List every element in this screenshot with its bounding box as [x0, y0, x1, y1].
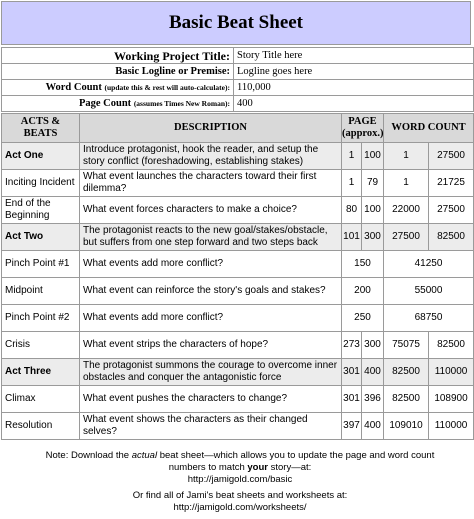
- download-note: [40, 450, 440, 514]
- acts-header-line1: ACTS &: [20, 116, 61, 127]
- page-start: 80: [342, 197, 362, 224]
- working-title-row: [2, 48, 474, 64]
- note-text-2: beat sheet—which allows you to update the page and word count numbers to match: [157, 450, 435, 473]
- word-count-header: WORD COUNT: [384, 114, 474, 143]
- page-end: 100: [362, 143, 384, 170]
- page-start: 1: [342, 170, 362, 197]
- word-count-value: 41250: [384, 251, 474, 278]
- page-start: 101: [342, 224, 362, 251]
- beat-description: What event strips the characters of hope?: [80, 332, 342, 359]
- beat-row-climax: [2, 386, 474, 413]
- page-header-line2: (approx.): [342, 128, 384, 139]
- beat-name: Act One: [2, 143, 80, 170]
- beat-table: [1, 113, 474, 440]
- beat-row-act-one: [2, 143, 474, 170]
- beat-row-pinch-point-2: [2, 305, 474, 332]
- word-count-label-cell: [2, 80, 234, 96]
- beat-description: What event shows the characters as their changed selves?: [80, 413, 342, 440]
- beat-description: The protagonist reacts to the new goal/stakes/obstacle, but suffers from one step forward and two steps back: [80, 224, 342, 251]
- working-title-field[interactable]: Story Title here: [234, 48, 474, 64]
- beat-name: Act Three: [2, 359, 80, 386]
- beat-name: Pinch Point #1: [2, 251, 80, 278]
- note-text-your: your: [247, 462, 268, 473]
- word-count-end: 21725: [429, 170, 474, 197]
- word-count-start: 22000: [384, 197, 429, 224]
- beat-row-act-three: [2, 359, 474, 386]
- beat-name: Act Two: [2, 224, 80, 251]
- beat-description: Introduce protagonist, hook the reader, and setup the story conflict (foreshadowing, establishing stakes): [80, 143, 342, 170]
- word-count-note: (update this & rest will auto-calculate):: [104, 82, 230, 92]
- working-title-label: Working Project Title:: [2, 48, 234, 64]
- page-end: 400: [362, 413, 384, 440]
- sheet-title: Basic Beat Sheet: [1, 1, 471, 45]
- word-count-value: 55000: [384, 278, 474, 305]
- word-count-label: Word Count: [45, 81, 102, 93]
- beat-name: Inciting Incident: [2, 170, 80, 197]
- logline-field[interactable]: Logline goes here: [234, 64, 474, 80]
- word-count-end: 82500: [429, 332, 474, 359]
- page-count-note: (assumes Times New Roman):: [133, 98, 230, 108]
- beat-name: Climax: [2, 386, 80, 413]
- page-value: 250: [342, 305, 384, 332]
- page-start: 301: [342, 386, 362, 413]
- word-count-end: 82500: [429, 224, 474, 251]
- page-count-label: Page Count: [78, 97, 132, 109]
- acts-header-line2: BEATS: [23, 128, 58, 139]
- word-count-value: 68750: [384, 305, 474, 332]
- beat-description: The protagonist summons the courage to overcome inner obstacles and conquer the antagonistic force: [80, 359, 342, 386]
- beat-description: What event launches the characters toward their first dilemma?: [80, 170, 342, 197]
- beat-row-act-two: [2, 224, 474, 251]
- beat-description: What event pushes the characters to change?: [80, 386, 342, 413]
- beat-name: Midpoint: [2, 278, 80, 305]
- note-text-actual: actual: [131, 450, 158, 461]
- note-text-1: Note: Download the: [45, 450, 132, 461]
- word-count-start: 75075: [384, 332, 429, 359]
- note-paragraph: [40, 450, 440, 486]
- logline-row: [2, 64, 474, 80]
- page-end: 400: [362, 359, 384, 386]
- word-count-start: 1: [384, 170, 429, 197]
- page-end: 396: [362, 386, 384, 413]
- page-start: 397: [342, 413, 362, 440]
- word-count-end: 27500: [429, 197, 474, 224]
- page-end: 100: [362, 197, 384, 224]
- page-start: 1: [342, 143, 362, 170]
- worksheets-link[interactable]: http://jamigold.com/worksheets/: [173, 502, 307, 513]
- beat-row-crisis: [2, 332, 474, 359]
- beat-description: What event forces characters to make a choice?: [80, 197, 342, 224]
- beat-description: What events add more conflict?: [80, 251, 342, 278]
- page-end: 79: [362, 170, 384, 197]
- beat-description: What events add more conflict?: [80, 305, 342, 332]
- beat-row-midpoint: [2, 278, 474, 305]
- page-count-label-cell: [2, 96, 234, 112]
- word-count-end: 108900: [429, 386, 474, 413]
- word-count-start: 27500: [384, 224, 429, 251]
- word-count-start: 82500: [384, 386, 429, 413]
- logline-label: Basic Logline or Premise:: [2, 64, 234, 80]
- word-count-end: 110000: [429, 413, 474, 440]
- acts-beats-header: [2, 114, 80, 143]
- word-count-field[interactable]: 110,000: [234, 80, 474, 96]
- beat-name: End of the Beginning: [2, 197, 80, 224]
- page-end: 300: [362, 332, 384, 359]
- worksheets-paragraph: [40, 490, 440, 514]
- page-start: 273: [342, 332, 362, 359]
- page-start: 301: [342, 359, 362, 386]
- description-header: DESCRIPTION: [80, 114, 342, 143]
- word-count-start: 82500: [384, 359, 429, 386]
- beat-row-pinch-point-1: [2, 251, 474, 278]
- project-info-table: [1, 47, 474, 112]
- note-text-3: story—at:: [267, 462, 312, 473]
- beat-name: Pinch Point #2: [2, 305, 80, 332]
- word-count-row: [2, 80, 474, 96]
- page-count-field[interactable]: 400: [234, 96, 474, 112]
- word-count-end: 110000: [429, 359, 474, 386]
- beat-name: Resolution: [2, 413, 80, 440]
- page-header: [342, 114, 384, 143]
- beat-name: Crisis: [2, 332, 80, 359]
- beat-row-resolution: [2, 413, 474, 440]
- page-value: 200: [342, 278, 384, 305]
- word-count-start: 109010: [384, 413, 429, 440]
- beat-table-header: [2, 114, 474, 143]
- beat-row-inciting-incident: [2, 170, 474, 197]
- page-count-row: [2, 96, 474, 112]
- page-value: 150: [342, 251, 384, 278]
- word-count-end: 27500: [429, 143, 474, 170]
- page-end: 300: [362, 224, 384, 251]
- beat-row-end-of-beginning: [2, 197, 474, 224]
- worksheets-text: Or find all of Jami's beat sheets and worksheets at:: [132, 490, 348, 501]
- basic-beat-sheet-link[interactable]: http://jamigold.com/basic: [187, 474, 293, 485]
- beat-description: What event can reinforce the story's goals and stakes?: [80, 278, 342, 305]
- page-header-line1: PAGE: [348, 116, 377, 127]
- word-count-start: 1: [384, 143, 429, 170]
